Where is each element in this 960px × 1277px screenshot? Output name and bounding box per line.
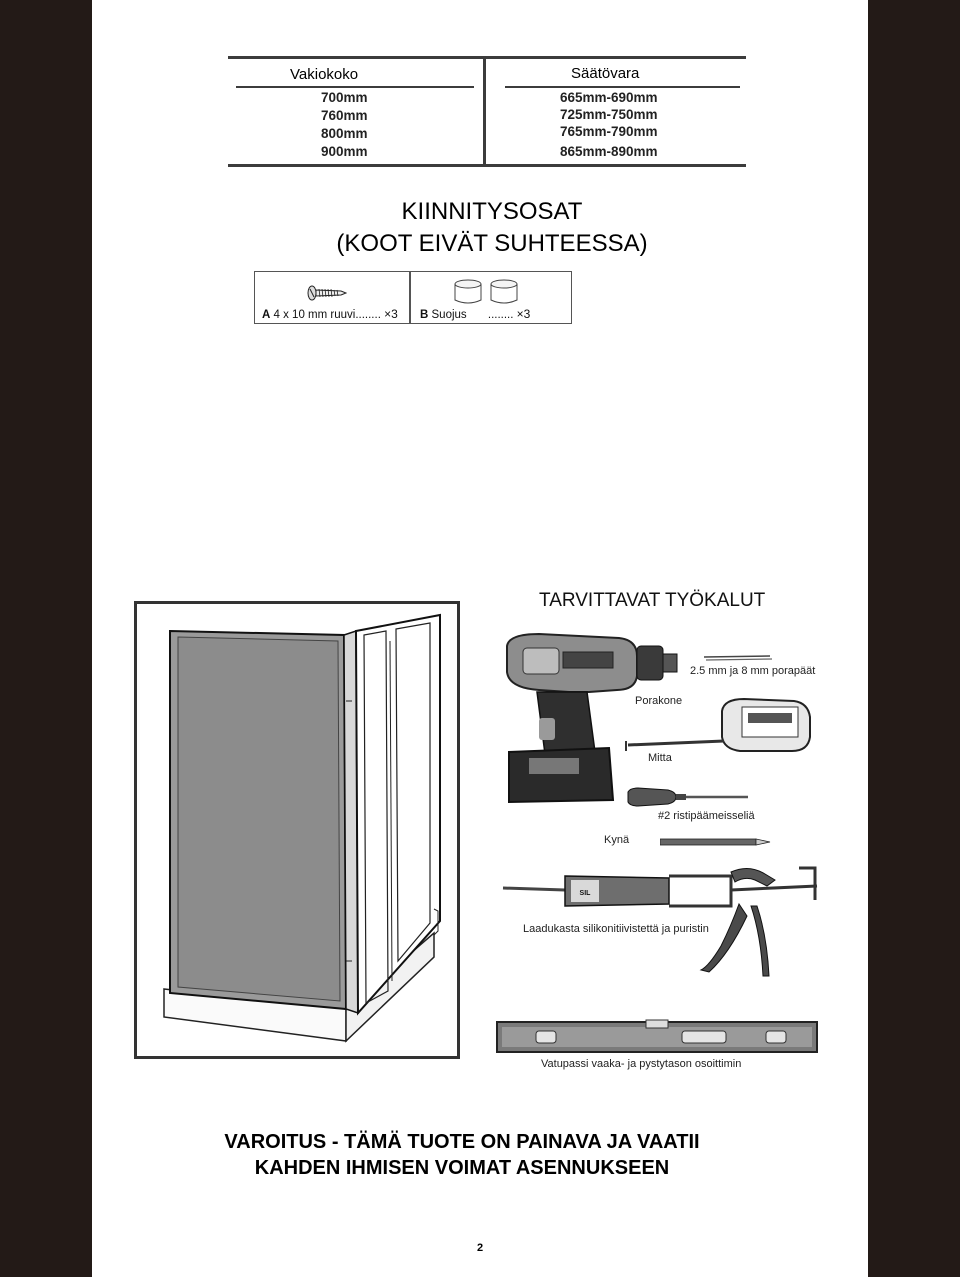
manual-page bbox=[92, 0, 868, 1277]
adjust-header-rule bbox=[505, 86, 740, 88]
drill-label: Porakone bbox=[635, 695, 683, 707]
level-label: Vatupassi vaaka- ja pystytason osoittimin bbox=[541, 1058, 742, 1070]
table-top-rule bbox=[228, 56, 746, 59]
cover-cap-icon bbox=[451, 276, 525, 308]
adjust-range-4: 865mm-890mm bbox=[560, 144, 658, 159]
standard-size-4: 900mm bbox=[321, 144, 368, 159]
table-bottom-rule bbox=[228, 164, 746, 167]
part-a-label bbox=[262, 307, 398, 321]
warning-line2: KAHDEN IHMISEN VOIMAT ASENNUKSEEN bbox=[254, 1157, 670, 1179]
drill-bits-icon bbox=[704, 654, 774, 662]
part-b-label bbox=[420, 307, 530, 321]
silicone-label: Laadukasta silikonitiivistettä ja puristin bbox=[523, 923, 709, 935]
adjust-range-3: 765mm-790mm bbox=[560, 124, 658, 139]
part-b-qty: ×3 bbox=[516, 307, 531, 321]
pencil-label: Kynä bbox=[604, 834, 630, 846]
screw-icon bbox=[307, 284, 347, 302]
adjust-range-2: 725mm-750mm bbox=[560, 107, 658, 122]
part-a-letter: A bbox=[262, 309, 271, 321]
tape-measure-icon bbox=[624, 697, 824, 759]
table-divider bbox=[483, 56, 486, 167]
svg-text:SIL: SIL bbox=[579, 890, 591, 897]
parts-box bbox=[254, 271, 572, 324]
part-a-qty: ×3 bbox=[384, 307, 398, 321]
drill-bits-label: 2.5 mm ja 8 mm porapäät bbox=[690, 665, 816, 677]
parts-divider bbox=[409, 272, 411, 323]
adjust-range-1: 665mm-690mm bbox=[560, 90, 658, 105]
pencil-icon bbox=[660, 838, 772, 846]
adjustment-range-header: Säätövara bbox=[571, 65, 640, 82]
page-number: 2 bbox=[477, 1242, 484, 1254]
standard-size-3: 800mm bbox=[321, 126, 368, 141]
standard-header-rule bbox=[236, 86, 474, 88]
standard-size-1: 700mm bbox=[321, 90, 368, 105]
screwdriver-label: #2 ristipäämeisseliä bbox=[658, 810, 755, 822]
tape-label: Mitta bbox=[648, 752, 672, 764]
screwdriver-icon bbox=[626, 786, 752, 808]
warning-line1: VAROITUS - TÄMÄ TUOTE ON PAINAVA JA VAATII bbox=[224, 1131, 700, 1153]
part-b-letter: B bbox=[420, 309, 429, 321]
fittings-title-line1: KIINNITYSOSAT bbox=[401, 198, 583, 225]
part-a-name: 4 x 10 mm ruuvi bbox=[273, 309, 356, 321]
standard-size-header: Vakiokoko bbox=[290, 66, 359, 83]
part-a-dots: ........ bbox=[355, 309, 381, 321]
tools-title: TARVITTAVAT TYÖKALUT bbox=[539, 590, 766, 611]
standard-size-2: 760mm bbox=[321, 108, 368, 123]
part-b-dots: ........ bbox=[487, 309, 514, 321]
part-b-name: Suojus bbox=[431, 309, 467, 321]
fittings-title-line2: (KOOT EIVÄT SUHTEESSA) bbox=[336, 230, 648, 257]
shower-enclosure-illustration bbox=[134, 601, 460, 1059]
spirit-level-icon bbox=[496, 1019, 818, 1055]
